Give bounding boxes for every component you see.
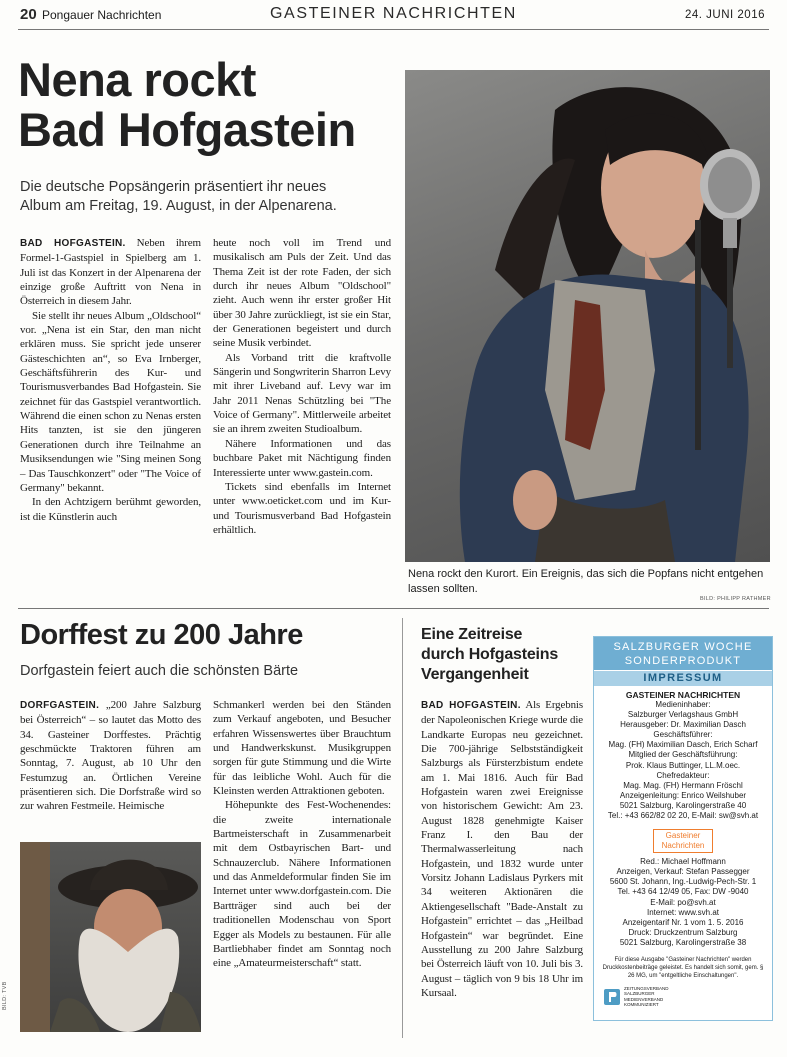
- nena-photo-credit: BILD: PHILIPP RATHMER: [700, 596, 771, 602]
- impressum-line: Salzburger Verlagshaus GmbH: [627, 710, 739, 720]
- section-rule: [18, 608, 769, 609]
- article2-column1: [20, 698, 201, 814]
- impressum-note: Für diese Ausgabe "Gasteiner Nachrichten" werden Druckkostenbeiträge geleistet. Es handelt sich somit, gem. § 26 MG, um "entgeltliche Einschaltungen".: [602, 956, 764, 979]
- impressum-line: Tel. +43 64 12/49 05, Fax: DW -9040: [617, 887, 749, 897]
- nena-photo-illustration: [405, 70, 770, 562]
- impressum-masthead-list: [594, 700, 772, 821]
- article2-dateline: DORFGASTEIN.: [20, 700, 100, 711]
- article1-col2-p1: heute noch voll im Trend und musikalisch am Puls der Zeit. Und das Thema Zeit ist der rote Faden, der sich durch ihr neues Album "Oldschool" zieht. Auch wenn ihr erster großer Hit über 30 Jahre zurückliegt, ist sie ein Star, der Generationen begeistert und durch seine Musik verbindet.: [213, 237, 391, 350]
- gasteiner-logo: [653, 829, 713, 853]
- impressum-line: Anzeigen, Verkauf: Stefan Passegger: [616, 867, 750, 877]
- article1-col2-p2: Als Vorband tritt die kraftvolle Sängerin und Songwriterin Sharron Levy mit ihrer Liveband auf. Levy war im Jahr 2011 Nenas Schützling bei "The Voice of Germany". Mittlerweile arbeitet sie an ihrem zweiten Studioalbum.: [213, 351, 391, 436]
- impressum-line: Mag. (FH) Maximilian Dasch, Erich Scharf: [608, 740, 758, 750]
- seal-logo-icon: [604, 989, 620, 1005]
- impressum-line: 5021 Salzburg, Karolingerstraße 40: [619, 800, 747, 810]
- impressum-line: Medieninhaber:: [655, 700, 711, 709]
- article3-column: [421, 698, 583, 1000]
- article1-column1: [20, 236, 201, 524]
- impressum-line: Anzeigentarif Nr. 1 vom 1. 5. 2016: [622, 917, 744, 927]
- article3-body: Als Ergebnis der Napoleonischen Kriege wurde die Landkarte Europas neu gezeichnet. Die 700-jährige Selbstständigkeit Salzburgs als Fürsterzbistum endete am 1. Mai 1816. Auch für Bad Hofgastein waren zwei Ereignisse von historischem Gewicht: Am 23. August 1828 genehmigte Kaiser Franz I. den Bau der Thermalwasserleitung nach Hofgastein, und 1832 wurde unter Vorsitz Johann Ladislaus Pyrkers mit 34 weiteren Aktionären die Aktiengesellschaft "Bade-Anstalt zu Hofgastein" errichtet – das „Heilbad Hofgastein“ war begründet. Eine Ausstellung zu 200 Jahre Salzburg bei Österreich läuft von 10. Juli bis 3. August – täglich von 9 bis 18 Uhr im Kursaal.: [421, 699, 584, 999]
- article1-col1-p2: Sie stellt ihr neues Album „Oldschool“ vor. „Nena ist ein Star, den man nicht erklären muss. Sie spricht jede unserer Gästeschichten an“, so Eva Irnberger, Geschäftsführerin des Kur- und Tourismusverbandes Bad Hofgastein. Sie zeichnet für das Gastspiel verantwortlich. Während die einen schon zu Nenas ersten Hits tanzten, ist sie den jüngeren Generationen durch ihre Teilnahme an Musiksendungen wie "Sing meinen Song – Das Tauschkonzert" oder "The Voice of Germany" bekannt.: [20, 309, 201, 494]
- impressum-banner-line2: SONDERPRODUKT: [624, 655, 742, 667]
- issue-date: 24. JUNI 2016: [684, 9, 765, 21]
- article1-headline-line1: Nena rockt: [18, 53, 256, 106]
- impressum-line: Mitglied der Geschäftsführung:: [628, 750, 738, 760]
- impressum-line: Herausgeber: Dr. Maximilian Dasch: [620, 720, 746, 730]
- header-rule: [18, 29, 769, 30]
- article2-col1-p1: „200 Jahre Salzburg bei Österreich“ – so lautet das Motto des 34. Gasteiner Dorffestes. Prächtig geschmückte Traktoren führen am Sonntag, 7. August, ab 10 Uhr den Festumzug an. Örtlichen Vereine präsentieren sich. Die Dorfstraße wird so zur wahren Festmeile. Heimische: [20, 699, 201, 813]
- impressum-title: IMPRESSUM: [594, 671, 772, 686]
- article2-deck: Dorfgastein feiert auch die schönsten Bärte: [20, 663, 299, 679]
- impressum-line: Tel.: +43 662/82 02 20, E-Mail: sw@svh.at: [607, 811, 759, 821]
- article1-col2-p3: Nähere Informationen und das buchbare Paket mit Nächtigung finden Interessierte unter www.gastein.com.: [213, 437, 391, 479]
- article1-dateline: BAD HOFGASTEIN.: [20, 238, 126, 249]
- column-divider: [402, 618, 403, 1038]
- impressum-line: Red.: Michael Hoffmann: [640, 857, 726, 867]
- bearded-man-illustration: [20, 842, 201, 1032]
- gasteiner-logo-line1: Gasteiner: [665, 831, 701, 841]
- impressum-contact-list: [594, 857, 772, 948]
- article1-deck-line1: Die deutsche Popsängerin präsentiert ihr neues: [20, 179, 327, 195]
- bearded-man-photo: [20, 842, 201, 1032]
- article1-col1-p3: In den Achtzigern berühmt geworden, ist die Künstlerin auch: [20, 496, 201, 523]
- impressum-line: 5021 Salzburg, Karolingerstraße 38: [619, 937, 747, 947]
- impressum-line: Druck: Druckzentrum Salzburg: [628, 927, 738, 937]
- article2-column2: [213, 698, 391, 971]
- impressum-banner-line1: SALZBURGER WOCHE: [613, 641, 753, 653]
- article3-headline-line2: durch Hofgasteins: [421, 646, 559, 663]
- impressum-paper-name: GASTEINER NACHRICHTEN: [625, 690, 741, 700]
- article1-headline: [18, 55, 356, 155]
- article3-dateline: BAD HOFGASTEIN.: [421, 700, 521, 711]
- impressum-line: Geschäftsführer:: [653, 730, 713, 740]
- publication-name: Pongauer Nachrichten: [42, 8, 162, 22]
- page-number: 20: [20, 6, 37, 23]
- impressum-line: 5600 St. Johann, Ing.-Ludwig-Pech-Str. 1: [609, 877, 757, 887]
- article1-headline-line2: Bad Hofgastein: [18, 103, 356, 156]
- nena-photo: [405, 70, 770, 562]
- impressum-box: [593, 636, 773, 1021]
- impressum-line: Prok. Klaus Buttinger, LL.M.oec.: [625, 760, 741, 770]
- bearded-man-photo-credit: BILD: TVB: [2, 981, 8, 1010]
- article2-col2-p2: Höhepunkte des Fest-Wochenendes: die zweite internationale Bartmeisterschaft in Zusammenarbeit mit dem Ostbayrischen Bart- und Schnauzerclub. Nähere Informationen und das Anmeldeformular finden Sie im Internet unter www.dorfgastein.com. Die Bartträger sind auch bei der traditionellen Modenschau von Sport Egger als Models zu bestaunen. Für alle Bartliebhaber findet am Sonntag noch eine „Amateurmeisterschaft“ statt.: [213, 799, 391, 970]
- article2-headline: Dorffest zu 200 Jahre: [20, 619, 303, 651]
- impressum-banner: [594, 637, 772, 670]
- article1-column2: [213, 236, 391, 537]
- gasteiner-logo-line2: Nachrichten: [661, 841, 705, 851]
- article1-col2-p4: Tickets sind ebenfalls im Internet unter www.oeticket.com und im Kur- und Tourismusverband Bad Hofgastein erhältlich.: [213, 480, 391, 536]
- impressum-line: E-Mail: po@svh.at: [650, 897, 716, 907]
- impressum-seal-text: ZEITUNGSVERBAND SALZBURGER MEDIENVERBAND KOMMUNIZIERT: [624, 985, 669, 1008]
- impressum-line: Anzeigenleitung: Enrico Weilshuber: [619, 790, 747, 800]
- impressum-line: Chefredakteur:: [656, 770, 710, 780]
- paper-title: GASTEINER NACHRICHTEN: [270, 5, 517, 22]
- impressum-line: Internet: www.svh.at: [646, 907, 720, 917]
- article3-headline-line1: Eine Zeitreise: [421, 626, 523, 643]
- nena-photo-caption: Nena rockt den Kurort. Ein Ereignis, das sich die Popfans nicht entgehen lassen sollten.: [408, 568, 764, 595]
- article3-headline: [421, 625, 558, 685]
- article2-col2-p1: Schmankerl werden bei den Ständen zum Verkauf angeboten, und Besucher erfahren Wissenswertes über Brauchtum und Handwerkskunst. Musikgruppen sorgen für gute Stimmung und die Wirte für das leibliche Wohl. Auch für die Kleinsten werden Attraktionen geboten.: [213, 699, 391, 798]
- impressum-seal: [604, 986, 762, 1008]
- article1-deck-line2: Album am Freitag, 19. August, in der Alpenarena.: [20, 198, 337, 214]
- article3-headline-line3: Vergangenheit: [421, 666, 529, 683]
- impressum-line: Mag. Mag. (FH) Hermann Fröschl: [623, 780, 743, 790]
- article1-deck: [20, 178, 400, 216]
- article1-col1-p1: Neben ihrem Formel-1-Gastspiel in Spielberg am 1. Juli ist das Konzert in der Alpenarena der einzige große Auftritt von Nena in Österreich in diesem Jahr.: [20, 237, 201, 308]
